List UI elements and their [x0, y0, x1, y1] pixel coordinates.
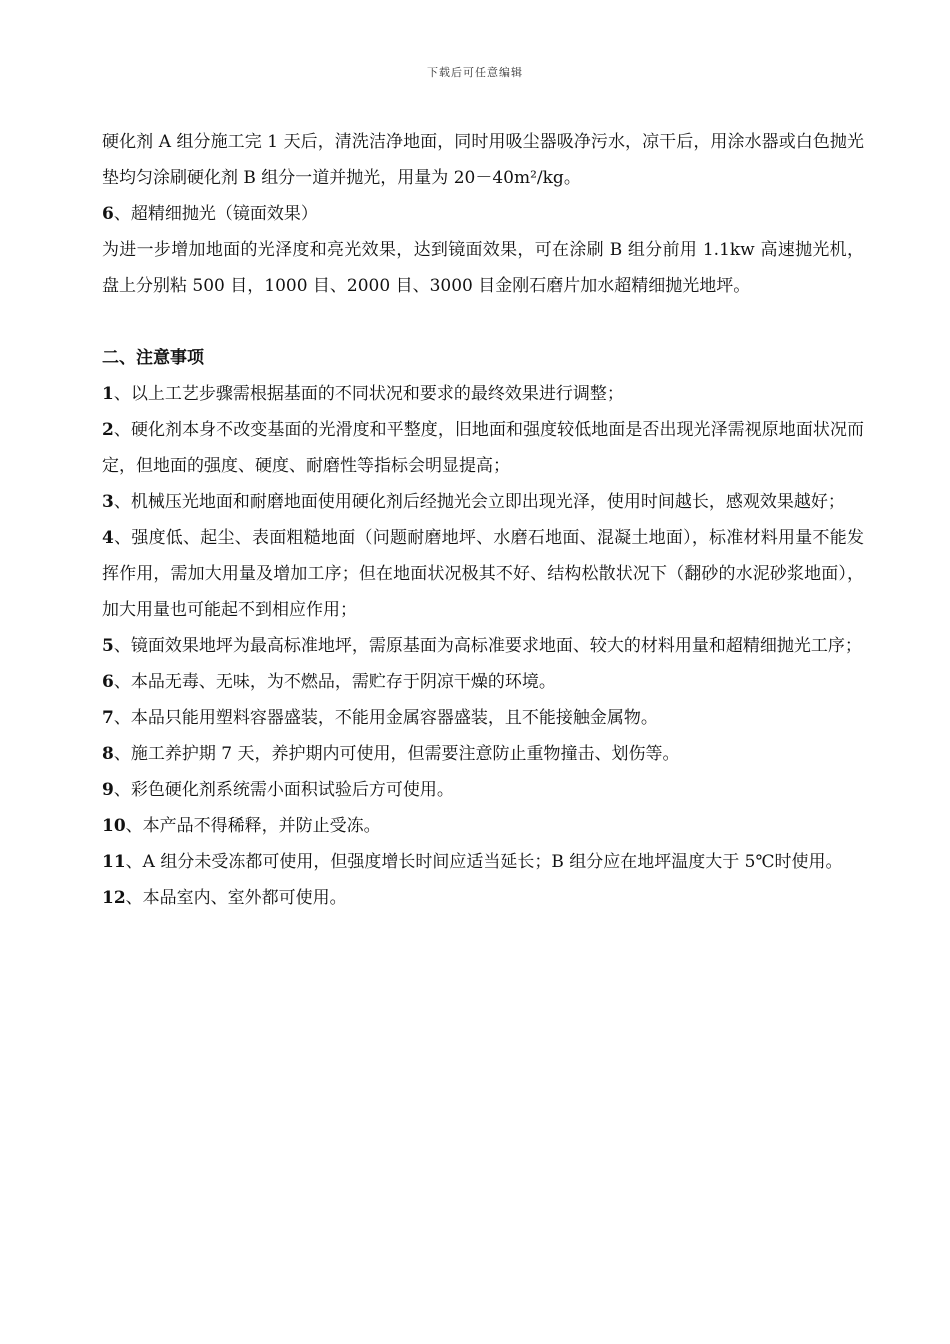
- intro-paragraph: 硬化剂 A 组分施工完 1 天后，清洗洁净地面，同时用吸尘器吸净污水，凉干后，用涂水器或白色抛光垫均匀涂刷硬化剂 B 组分一道并抛光，用量为 20－40m²/kg。: [102, 132, 864, 188]
- note-number: 5: [102, 636, 114, 656]
- note-number: 4: [102, 528, 114, 548]
- note-text: 、以上工艺步骤需根据基面的不同状况和要求的最终效果进行调整；: [113, 384, 624, 404]
- note-number: 9: [102, 780, 114, 800]
- note-number: 6: [102, 672, 114, 692]
- note-item-8: [102, 736, 864, 772]
- page-header: 下载后可任意编辑: [427, 66, 523, 79]
- note-text: 、强度低、起尘、表面粗糙地面（问题耐磨地坪、水磨石地面、混凝土地面），标准材料用量不能发挥作用，需加大用量及增加工序；但在地面状况极其不好、结构松散状况下（翻砂的水泥砂浆地面），加大用量也可能起不到相应作用；: [102, 528, 864, 620]
- note-number: 11: [102, 852, 126, 872]
- note-text: 、彩色硬化剂系统需小面积试验后方可使用。: [113, 780, 454, 800]
- note-item-7: [102, 700, 864, 736]
- note-item-2: [102, 412, 864, 484]
- note-item-10: [102, 808, 864, 844]
- note-item-3: [102, 484, 864, 520]
- note-number: 3: [102, 492, 114, 512]
- note-number: 8: [102, 744, 114, 764]
- note-item-4: [102, 520, 864, 628]
- document-body: [102, 124, 864, 916]
- notes-section-title: 二、注意事项: [102, 348, 204, 368]
- step-6-title: 、超精细抛光（镜面效果）: [113, 204, 318, 224]
- note-item-5: [102, 628, 864, 664]
- note-number: 1: [102, 384, 114, 404]
- note-number: 12: [102, 888, 126, 908]
- note-text: 、镜面效果地坪为最高标准地坪，需原基面为高标准要求地面、较大的材料用量和超精细抛光工序；: [113, 636, 862, 656]
- note-item-9: [102, 772, 864, 808]
- step-6-heading: [102, 196, 864, 232]
- note-text: 、本品无毒、无味，为不燃品，需贮存于阴凉干燥的环境。: [113, 672, 556, 692]
- note-text: 、本产品不得稀释，并防止受冻。: [125, 816, 381, 836]
- note-text: 、施工养护期 7 天，养护期内可使用，但需要注意防止重物撞击、划伤等。: [113, 744, 680, 764]
- note-number: 7: [102, 708, 114, 728]
- note-text: 、A 组分未受冻都可使用，但强度增长时间应适当延长；B 组分应在地坪温度大于 5℃时使用。: [125, 852, 843, 872]
- step-6-number: 6: [102, 204, 114, 224]
- section-spacer: [102, 304, 864, 340]
- note-number: 10: [102, 816, 126, 836]
- note-item-6: [102, 664, 864, 700]
- note-text: 、硬化剂本身不改变基面的光滑度和平整度，旧地面和强度较低地面是否出现光泽需视原地面状况而定，但地面的强度、硬度、耐磨性等指标会明显提高；: [102, 420, 864, 476]
- note-text: 、本品室内、室外都可使用。: [125, 888, 347, 908]
- note-text: 、本品只能用塑料容器盛装，不能用金属容器盛装，且不能接触金属物。: [113, 708, 658, 728]
- note-number: 2: [102, 420, 114, 440]
- note-text: 、机械压光地面和耐磨地面使用硬化剂后经抛光会立即出现光泽，使用时间越长，感观效果越好；: [113, 492, 845, 512]
- step-6-body: 为进一步增加地面的光泽度和亮光效果，达到镜面效果，可在涂刷 B 组分前用 1.1kw 高速抛光机，盘上分别粘 500 目，1000 目、2000 目、3000 目金刚石磨片加水超精细抛光地坪。: [102, 240, 864, 296]
- note-item-11: [102, 844, 864, 880]
- note-item-1: [102, 376, 864, 412]
- note-item-12: [102, 880, 864, 916]
